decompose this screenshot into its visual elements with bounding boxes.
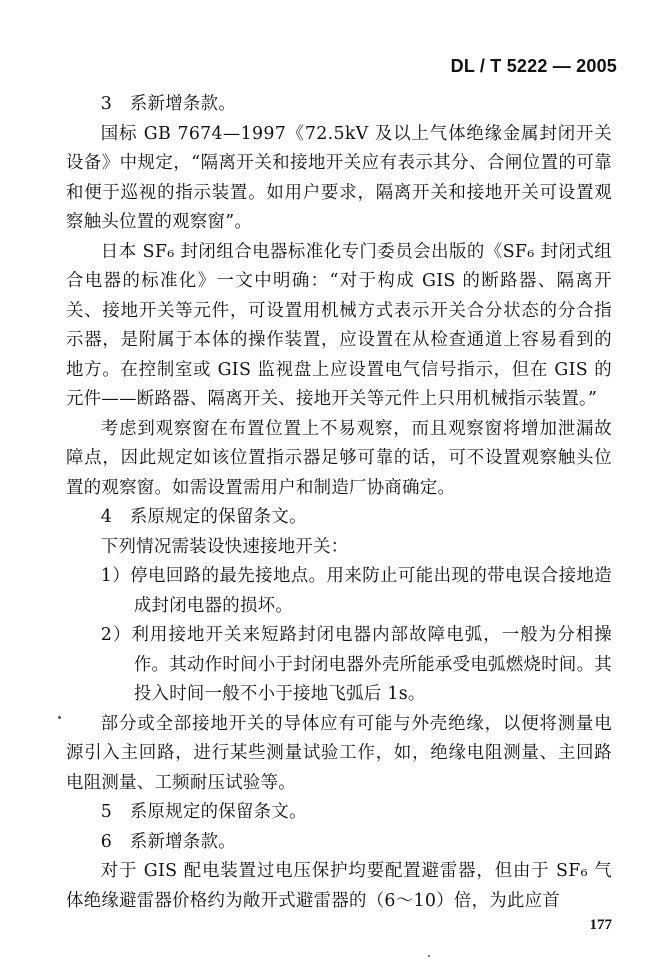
list-item-2: 2）利用接地开关来短路封闭电器内部故障电弧，一般为分相操作。其动作时间小于封闭电器外壳所能承受电弧燃烧时间。其投入时间一般不小于接地飞弧后 1s。	[100, 625, 612, 704]
paragraph-clause-6-heading: 6 系新增条款。	[100, 831, 236, 852]
paragraph-observation-window: 考虑到观察窗在布置位置上不易观察，而且观察窗将增加泄漏故障点，因此规定如该位置指示器足够可靠的话，可不设置观察触头位置的观察窗。如需设置需用户和制造厂协商确定。	[66, 418, 612, 498]
body-text	[66, 90, 612, 916]
paragraph-insulation: 部分或全部接地开关的导体应有可能与外壳绝缘，以便将测量电源引入主回路，进行某些测量试验工作，如，绝缘电阻测量、主回路电阻测量、工频耐压试验等。	[66, 713, 612, 793]
paragraph-surge-arrester: 对于 GIS 配电装置过电压保护均要配置避雷器，但由于 SF₆ 气体绝缘避雷器价格约为敞开式避雷器的（6～10）倍，为此应首	[66, 861, 612, 911]
scan-speck	[428, 955, 430, 957]
paragraph-clause-4-heading: 4 系原规定的保留条文。	[100, 507, 307, 527]
paragraph-clause-5-heading: 5 系原规定的保留条文。	[100, 802, 307, 822]
paragraph-japan-standard: 日本 SF₆ 封闭组合电器标准化专门委员会出版的《SF₆ 封闭式组合电器的标准化》一文中明确：“对于构成 GIS 的断路器、隔离开关、接地开关等元件，可设置用机械方式表示开关合分状态的分合指示器，是附属于本体的操作装置，应设置在从检查通道上容易看到的地方。在控制室或 GIS 监视盘上应设置电气信号指示，但在 GIS 的元件——断路器、隔离开关、接地开关等元件上只用机械指示装置。”	[66, 241, 612, 409]
page-number: 177	[589, 917, 612, 933]
list-item-1: 1）停电回路的最先接地点。用来防止可能出现的带电误合接地造成封闭电器的损坏。	[100, 566, 612, 616]
scan-speck	[58, 716, 61, 719]
document-code: DL / T 5222 — 2005	[450, 56, 617, 76]
paragraph-gb-standard: 国标 GB 7674—1997《72.5kV 及以上气体绝缘金属封闭开关设备》中规定，“隔离开关和接地开关应有表示其分、合闸位置的可靠和便于巡视的指示装置。如用户要求，隔离开关和接地开关可设置观察触头位置的观察窗”。	[66, 123, 612, 232]
paragraph-clause-3-heading: 3 系新增条款。	[100, 94, 236, 114]
paragraph-fast-earthing-intro: 下列情况需装设快速接地开关：	[100, 536, 349, 557]
